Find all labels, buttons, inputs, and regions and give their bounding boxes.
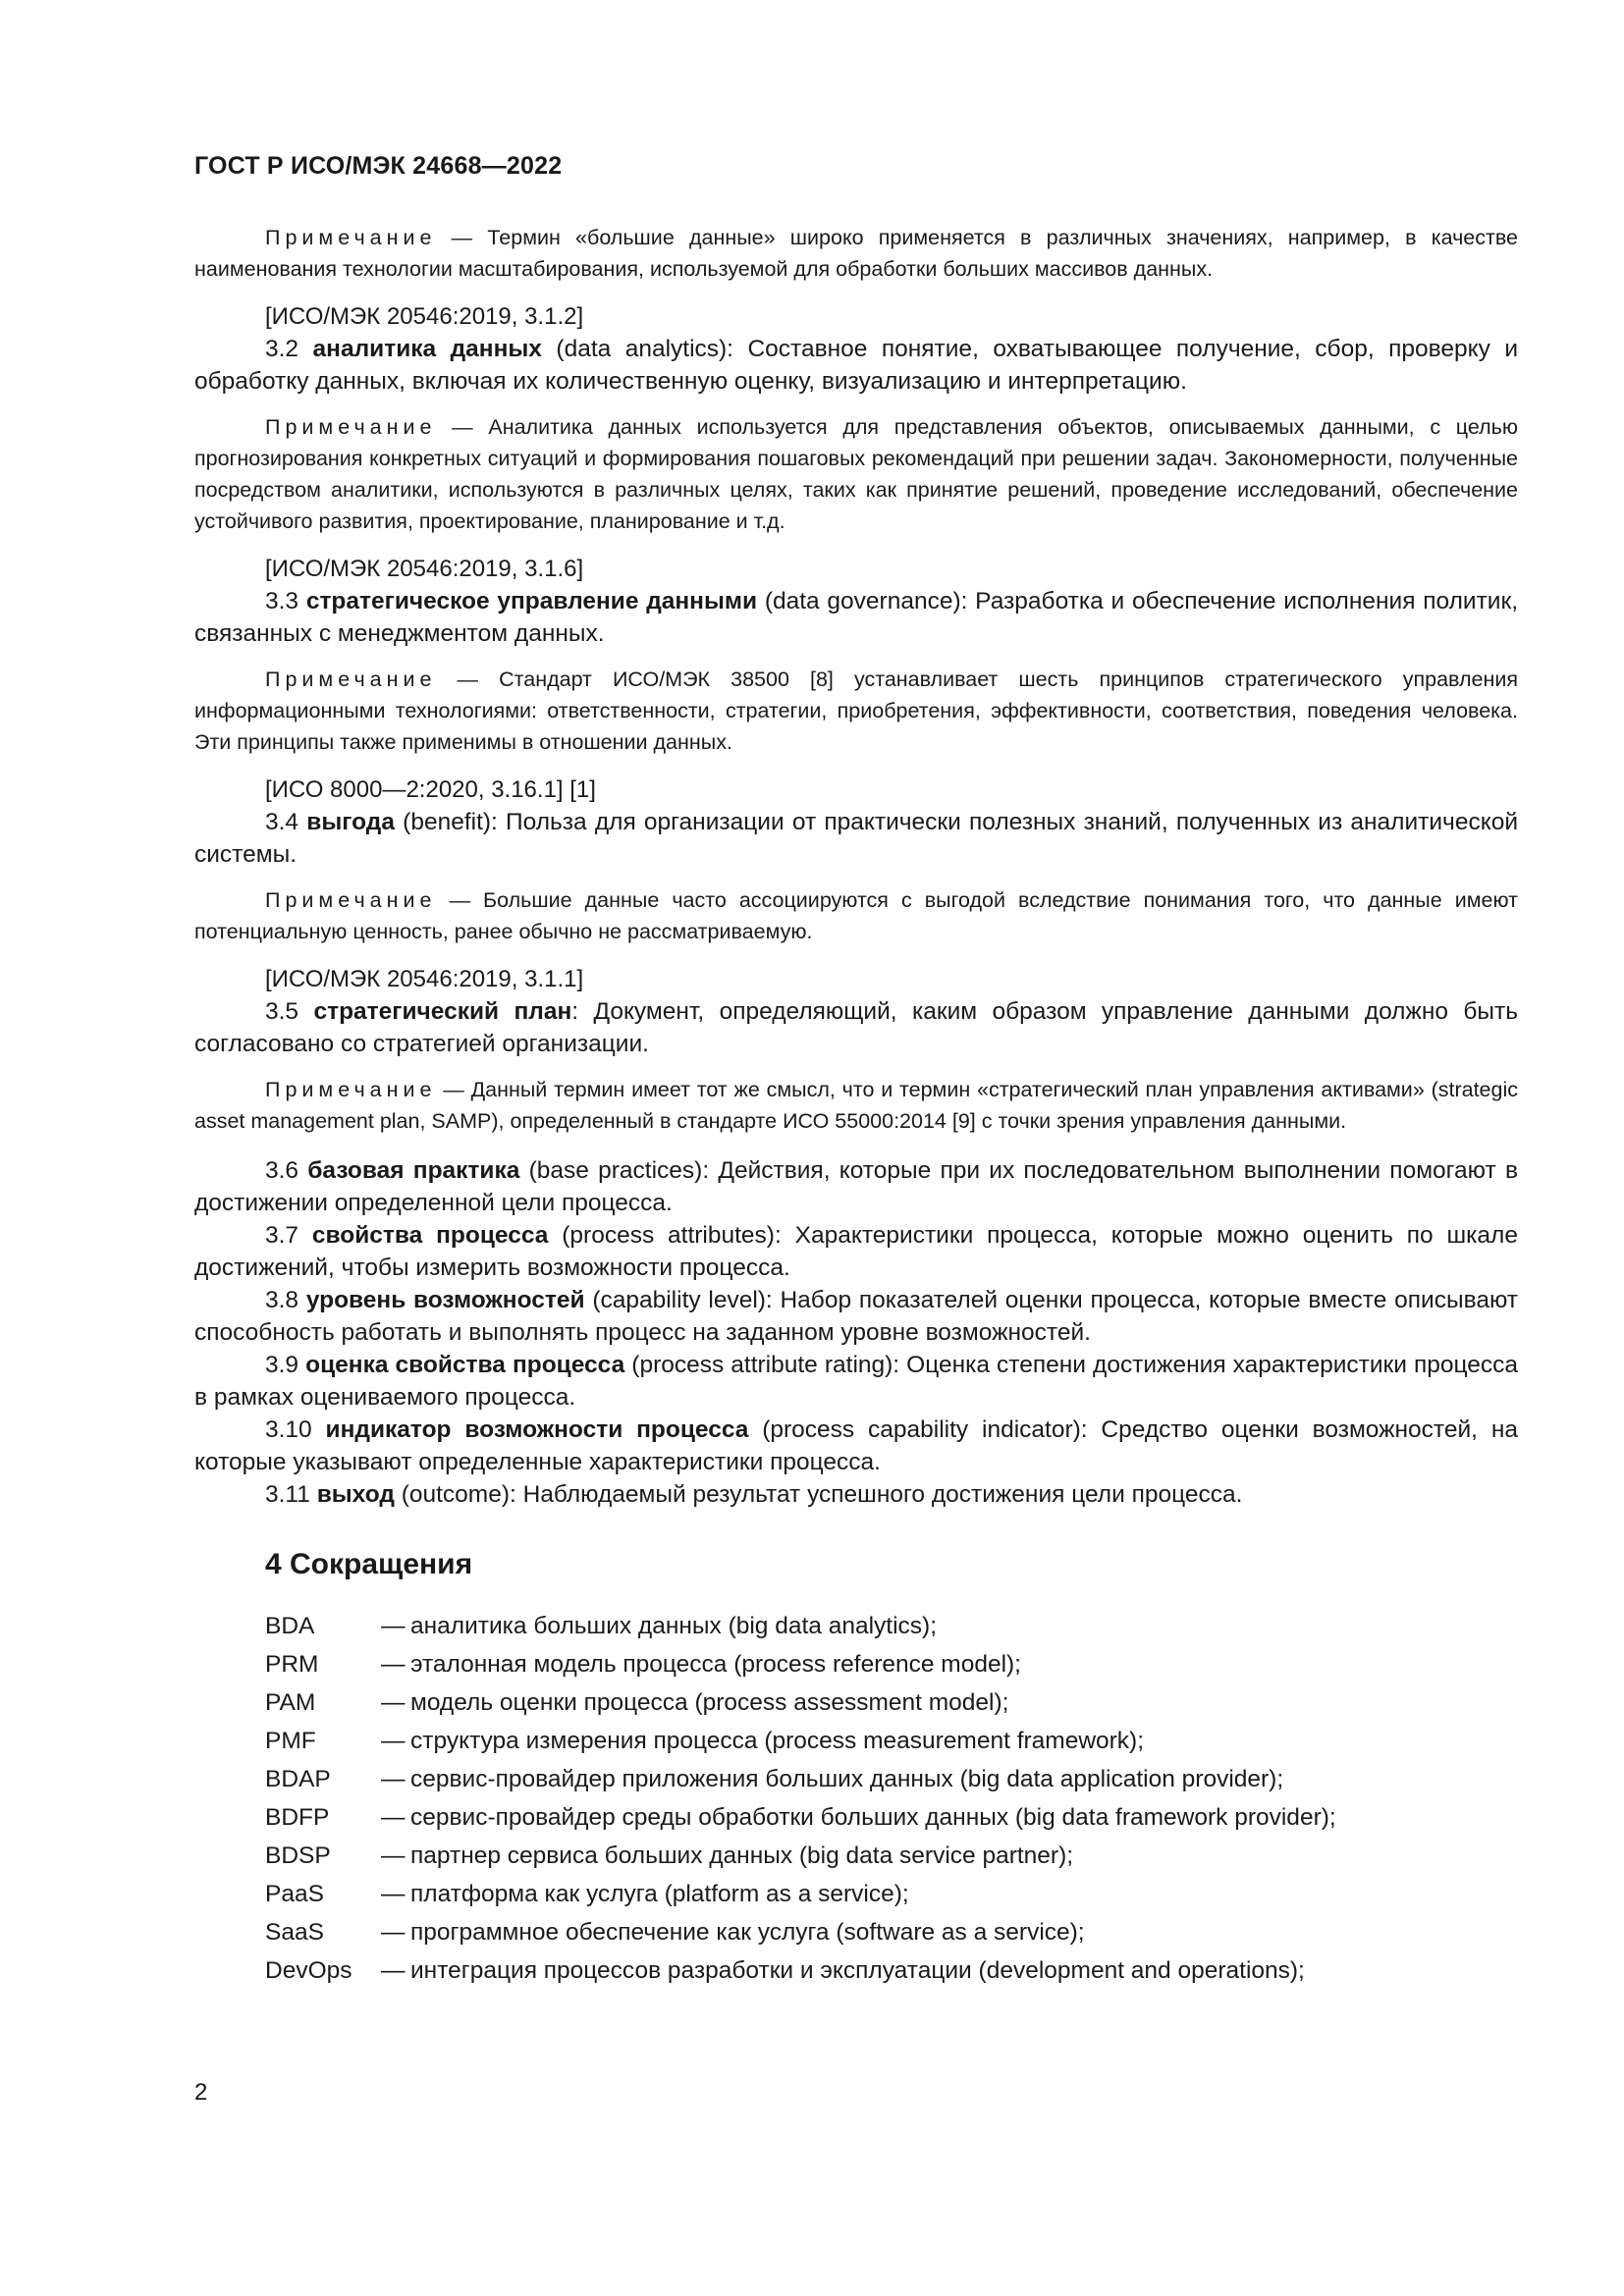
section-title: 4 Сокращения [265,1548,473,1580]
note-label: Примечание [265,888,437,912]
abbreviation-row [265,1722,1518,1760]
term-text: (process attribute rating): Оценка степени достижения характеристики процесса в рамках оцениваемого процесса. [194,1352,1519,1411]
term-name: свойства процесса [311,1222,549,1249]
abbreviation-row [265,1913,1518,1951]
abbreviation-row [265,1683,1518,1722]
abbreviation-text: эталонная модель процесса (process reference model); [410,1651,1021,1678]
abbreviation-row [265,1760,1518,1798]
term-name: стратегическое управление данными [305,588,758,614]
abbreviation-dash: — [381,1919,406,1946]
term-number: 3.6 [265,1157,299,1184]
abbreviation-text: структура измерения процесса (process measurement framework); [410,1728,1145,1754]
term-definition [194,1219,1518,1284]
page-number: 2 [194,2079,208,2106]
reference-citation: [ИСО 8000—2:2020, 3.16.1] [1] [265,776,596,803]
abbreviation-text: платформа как услуга (platform as a service); [410,1881,909,1907]
abbreviation-dash: — [381,1804,406,1831]
note-text: — Аналитика данных используется для представления объектов, описываемых данными, с целью прогнозирования конкретных ситуаций и формирования пошаговых рекомендаций при решении задач. Закономерности, полученные посредством аналитики, используются в различных целях, таких как принятие решений, проведение исследований, обеспечение устойчивого развития, проектирование, планирование и т.д. [194,415,1518,533]
note-paragraph [194,411,1518,537]
abbreviation-code: BDFP [265,1804,330,1831]
note-paragraph [194,664,1518,758]
term-text: (data analytics): Составное понятие, охватывающее получение, сбор, проверку и обработку данных, включая их количественную оценку, визуализацию и интерпретацию. [194,336,1519,395]
document-body [194,222,1518,1990]
abbreviation-row [265,1798,1518,1837]
abbreviation-code: BDAP [265,1766,331,1792]
abbreviation-text: модель оценки процесса (process assessment model); [410,1689,1009,1716]
abbreviation-dash: — [381,1842,406,1869]
note-label: Примечание [265,1078,437,1101]
abbreviation-text: сервис-провайдер приложения больших данных (big data application provider); [410,1766,1284,1792]
abbreviation-dash: — [381,1728,406,1754]
term-name: выход [316,1481,395,1508]
abbreviation-code: BDSP [265,1842,331,1869]
term-number: 3.10 [265,1416,312,1443]
reference-citation: [ИСО/МЭК 20546:2019, 3.1.1] [265,966,584,992]
note-paragraph [194,884,1518,947]
term-definition [194,1154,1518,1219]
term-text: (process capability indicator): Средство оценки возможностей, на которые указывают определенные характеристики процесса. [194,1416,1518,1475]
term-name: индикатор возможности процесса [325,1416,749,1443]
term-definition [194,806,1518,871]
term-number: 3.4 [265,809,299,835]
abbreviation-dash: — [381,1613,406,1639]
term-number: 3.11 [265,1481,310,1508]
reference-citation: [ИСО/МЭК 20546:2019, 3.1.6] [265,556,584,582]
abbreviation-text: сервис-провайдер среды обработки больших данных (big data framework provider); [410,1804,1336,1831]
note-label: Примечание [265,667,437,691]
abbreviation-dash: — [381,1651,406,1678]
term-name: уровень возможностей [305,1287,585,1313]
abbreviation-text: партнер сервиса больших данных (big data service partner); [410,1842,1074,1869]
term-number: 3.5 [265,998,299,1025]
term-name: оценка свойства процесса [305,1352,625,1378]
abbreviation-row [265,1951,1518,1990]
abbreviation-code: PAM [265,1689,316,1716]
term-definition [194,995,1518,1060]
abbreviation-row [265,1645,1518,1683]
term-definitions [194,222,1518,1511]
term-number: 3.3 [265,588,299,614]
term-text: (benefit): Польза для организации от практически полезных знаний, полученных из аналитической системы. [194,809,1519,868]
abbreviation-code: SaaS [265,1919,324,1946]
document-header: ГОСТ Р ИСО/МЭК 24668—2022 [194,152,563,180]
term-number: 3.8 [265,1287,299,1313]
abbreviation-dash: — [381,1689,406,1716]
note-paragraph [194,222,1518,285]
term-definition [194,1349,1518,1414]
note-text: — Стандарт ИСО/МЭК 38500 [8] устанавливает шесть принципов стратегического управления информационными технологиями: ответственности, стратегии, приобретения, эффективности, соответствия, поведения человека. Эти принципы также применимы в отношении данных. [194,667,1518,754]
term-number: 3.9 [265,1352,299,1378]
abbreviation-list [265,1607,1518,1990]
term-text: (capability level): Набор показателей оценки процесса, которые вместе описывают способность работать и выполнять процесс на заданном уровне возможностей. [194,1287,1518,1346]
term-name: стратегический план [313,998,572,1025]
term-text: : Документ, определяющий, каким образом управление данными должно быть согласовано со стратегией организации. [194,998,1518,1057]
note-text: — Большие данные часто ассоциируются с выгодой вследствие понимания того, что данные имеют потенциальную ценность, ранее обычно не рассматриваемую. [194,888,1518,943]
abbreviation-text: интеграция процессов разработки и эксплуатации (development and operations); [410,1957,1305,1984]
term-name: аналитика данных [312,336,542,362]
term-text: (data governance): Разработка и обеспечение исполнения политик, связанных с менеджментом данных. [194,588,1518,647]
term-definition [194,585,1518,650]
note-text: — Данный термин имеет тот же смысл, что и термин «стратегический план управления активами» (strategic asset management plan, SAMP), определенный в стандарте ИСО 55000:2014 [9] с точки зрения управления данными. [194,1078,1518,1133]
note-paragraph [194,1074,1518,1137]
reference-citation: [ИСО/МЭК 20546:2019, 3.1.2] [265,303,584,330]
abbreviation-text: программное обеспечение как услуга (software as a service); [410,1919,1085,1946]
abbreviation-text: аналитика больших данных (big data analytics); [410,1613,938,1639]
abbreviation-row [265,1875,1518,1913]
abbreviation-row [265,1607,1518,1645]
abbreviation-dash: — [381,1881,406,1907]
abbreviation-code: PRM [265,1651,319,1678]
abbreviation-row [265,1837,1518,1875]
abbreviation-dash: — [381,1766,406,1792]
term-text: (base practices): Действия, которые при их последовательном выполнении помогают в достижении определенной цели процесса. [194,1157,1518,1216]
term-name: базовая практика [307,1157,520,1184]
term-text: (process attributes): Характеристики процесса, которые можно оценить по шкале достижений, чтобы измерить возможности процесса. [194,1222,1518,1281]
abbreviation-dash: — [381,1957,406,1984]
abbreviation-code: PMF [265,1728,316,1754]
note-label: Примечание [265,226,437,249]
term-definition [194,1478,1518,1511]
abbreviation-code: BDA [265,1613,315,1639]
abbreviation-code: PaaS [265,1881,324,1907]
term-name: выгода [306,809,395,835]
term-number: 3.2 [265,336,299,362]
term-definition [194,333,1518,398]
term-number: 3.7 [265,1222,299,1249]
term-definition [194,1284,1518,1349]
note-label: Примечание [265,415,437,439]
abbreviation-code: DevOps [265,1957,352,1984]
term-definition [194,1414,1518,1478]
term-text: (outcome): Наблюдаемый результат успешного достижения цели процесса. [401,1481,1243,1508]
note-text: — Термин «большие данные» широко применяется в различных значениях, например, в качестве наименования технологии масштабирования, используемой для обработки больших массивов данных. [194,226,1518,281]
